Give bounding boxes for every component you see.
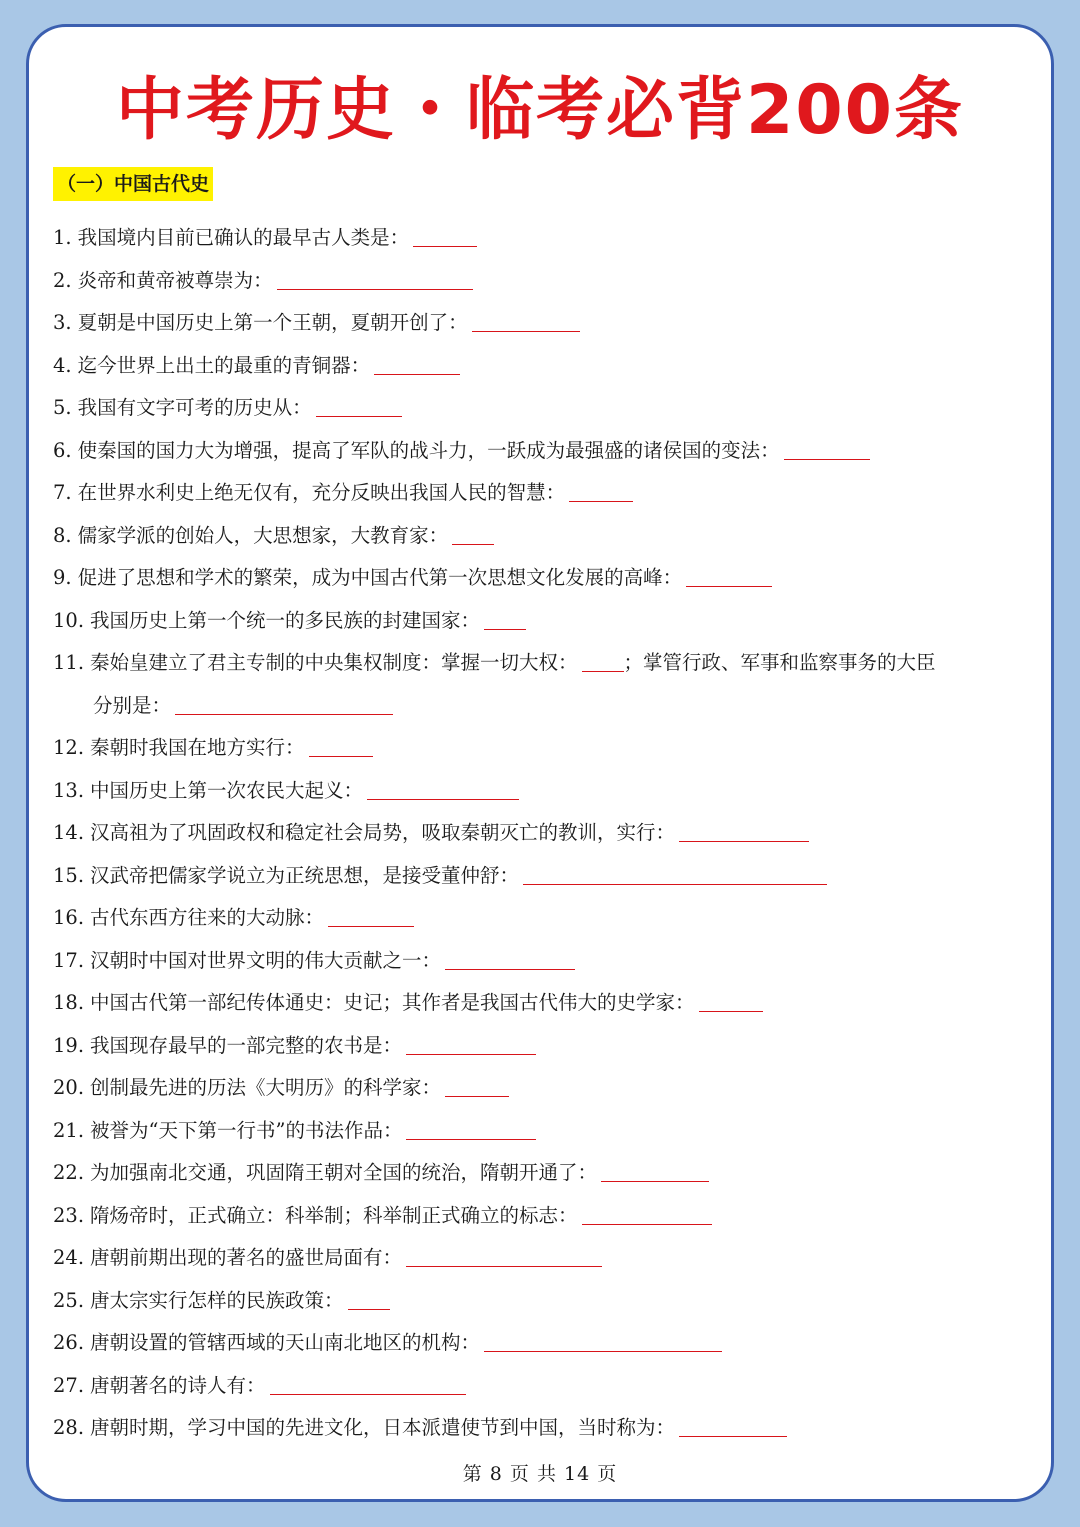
question-text: 分别是： [93, 693, 172, 717]
answer-blank [679, 840, 809, 842]
question-text: 中国历史上第一次农民大起义： [90, 778, 364, 802]
question-item [53, 770, 1038, 813]
question-text: 唐朝前期出现的著名的盛世局面有： [90, 1246, 403, 1269]
question-number: 18. [53, 991, 85, 1014]
answer-blank [406, 1265, 602, 1267]
question-text: 秦朝时我国在地方实行： [90, 736, 305, 759]
question-text: 儒家学派的创始人，大思想家，大教育家： [77, 523, 449, 547]
question-text: 我国历史上第一个统一的多民族的封建国家： [90, 608, 481, 632]
question-text: 我国境内目前已确认的最早古人类是： [77, 226, 410, 249]
question-item [53, 600, 1038, 643]
question-number: 11. [53, 651, 85, 674]
question-item [53, 1407, 1038, 1450]
answer-blank [445, 1095, 509, 1097]
page-title: 中考历史・临考必背200条 [116, 71, 964, 150]
question-number: 28. [53, 1416, 85, 1439]
question-number: 27. [53, 1373, 85, 1397]
answer-blank [484, 628, 526, 630]
question-number: 21. [53, 1118, 85, 1142]
answer-blank [569, 500, 633, 502]
question-item-continuation [53, 685, 1038, 728]
question-text: 夏朝是中国历史上第一个王朝，夏朝开创了： [77, 311, 468, 334]
answer-blank [452, 543, 494, 545]
answer-blank [175, 713, 393, 715]
question-number: 6. [53, 438, 72, 462]
question-text: 我国现存最早的一部完整的农书是： [90, 1033, 403, 1057]
question-text: 促进了思想和学术的繁荣，成为中国古代第一次思想文化发展的高峰： [77, 566, 683, 589]
question-item [53, 1322, 1038, 1365]
answer-blank [582, 670, 624, 672]
answer-blank [413, 245, 477, 247]
answer-blank [270, 1393, 466, 1395]
question-text: 汉朝时中国对世界文明的伟大贡献之一： [90, 948, 442, 972]
question-text: 被誉为“天下第一行书”的书法作品： [90, 1118, 403, 1142]
question-number: 24. [53, 1246, 85, 1269]
question-text: 汉高祖为了巩固政权和稳定社会局势，吸取秦朝灭亡的教训，实行： [90, 821, 676, 844]
question-item [53, 515, 1038, 558]
question-item [53, 982, 1038, 1025]
answer-blank [367, 798, 519, 800]
question-text: 秦始皇建立了君主专制的中央集权制度：掌握一切大权： [90, 651, 578, 674]
question-text: 迄今世界上出土的最重的青铜器： [77, 353, 371, 377]
question-number: 12. [53, 736, 85, 759]
question-number: 2. [53, 268, 72, 292]
question-number: 23. [53, 1203, 85, 1227]
question-number: 17. [53, 948, 85, 972]
answer-blank [784, 458, 870, 460]
question-number: 10. [53, 608, 85, 632]
answer-blank [472, 330, 580, 332]
question-text: 唐朝时期，学习中国的先进文化，日本派遣使节到中国，当时称为： [90, 1416, 676, 1439]
question-item [53, 940, 1038, 983]
question-number: 9. [53, 566, 72, 589]
question-text: 创制最先进的历法《大明历》的科学家： [90, 1076, 442, 1099]
question-text: 我国有文字可考的历史从： [77, 396, 312, 419]
answer-blank [523, 883, 827, 885]
question-number: 19. [53, 1033, 85, 1057]
answer-blank [445, 968, 575, 970]
question-number: 1. [53, 226, 72, 249]
question-number: 7. [53, 481, 72, 504]
question-item [53, 557, 1038, 600]
question-text: 炎帝和黄帝被尊崇为： [77, 268, 273, 292]
question-item [53, 897, 1038, 940]
question-text: 古代东西方往来的大动脉： [90, 906, 325, 929]
question-item [53, 727, 1038, 770]
question-number: 4. [53, 353, 72, 377]
question-text: 唐太宗实行怎样的民族政策： [90, 1288, 344, 1312]
page-number-footer: 第 8 页 共 14 页 [462, 1463, 618, 1485]
answer-blank [582, 1223, 712, 1225]
question-text: 使秦国的国力大为增强，提高了军队的战斗力，一跃成为最强盛的诸侯国的变法： [77, 438, 780, 462]
question-number: 3. [53, 311, 72, 334]
question-text-continued: ；掌管行政、军事和监察事务的大臣 [623, 651, 936, 674]
question-item [53, 387, 1038, 430]
question-item [53, 345, 1038, 388]
answer-blank [699, 1010, 763, 1012]
question-text: 汉武帝把儒家学说立为正统思想，是接受董仲舒： [90, 863, 520, 887]
question-item [53, 1025, 1038, 1068]
question-number: 5. [53, 396, 72, 419]
answer-blank [679, 1435, 787, 1437]
section-heading: （一）中国古代史 [53, 167, 213, 201]
question-text: 唐朝著名的诗人有： [90, 1373, 266, 1397]
question-number: 26. [53, 1331, 85, 1354]
question-number: 25. [53, 1288, 85, 1312]
question-number: 13. [53, 778, 85, 802]
answer-blank [374, 373, 460, 375]
question-item [53, 642, 1038, 685]
question-item [53, 472, 1038, 515]
question-item [53, 217, 1038, 260]
answer-blank [348, 1308, 390, 1310]
question-text: 隋炀帝时，正式确立：科举制；科举制正式确立的标志： [90, 1203, 578, 1227]
question-text: 为加强南北交通，巩固隋王朝对全国的统治，隋朝开通了： [90, 1161, 598, 1184]
question-item [53, 302, 1038, 345]
question-item [53, 430, 1038, 473]
question-item [53, 1365, 1038, 1408]
page-card [26, 24, 1054, 1502]
question-number: 22. [53, 1161, 85, 1184]
answer-blank [686, 585, 772, 587]
question-number: 8. [53, 523, 72, 547]
answer-blank [406, 1138, 536, 1140]
question-number: 16. [53, 906, 85, 929]
question-item [53, 855, 1038, 898]
answer-blank [328, 925, 414, 927]
question-item [53, 1110, 1038, 1153]
question-text: 唐朝设置的管辖西域的天山南北地区的机构： [90, 1331, 481, 1354]
question-item [53, 1152, 1038, 1195]
question-text: 在世界水利史上绝无仅有，充分反映出我国人民的智慧： [77, 481, 566, 504]
question-list [53, 217, 1038, 1450]
answer-blank [406, 1053, 536, 1055]
answer-blank [316, 415, 402, 417]
question-item [53, 1195, 1038, 1238]
question-number: 20. [53, 1076, 85, 1099]
question-item [53, 260, 1038, 303]
answer-blank [277, 288, 473, 290]
question-item [53, 1237, 1038, 1280]
answer-blank [601, 1180, 709, 1182]
answer-blank [309, 755, 373, 757]
question-item [53, 1280, 1038, 1323]
question-text: 中国古代第一部纪传体通史：史记；其作者是我国古代伟大的史学家： [90, 991, 695, 1014]
question-number: 15. [53, 863, 85, 887]
question-item [53, 1067, 1038, 1110]
question-number: 14. [53, 821, 85, 844]
answer-blank [484, 1350, 722, 1352]
question-item [53, 812, 1038, 855]
